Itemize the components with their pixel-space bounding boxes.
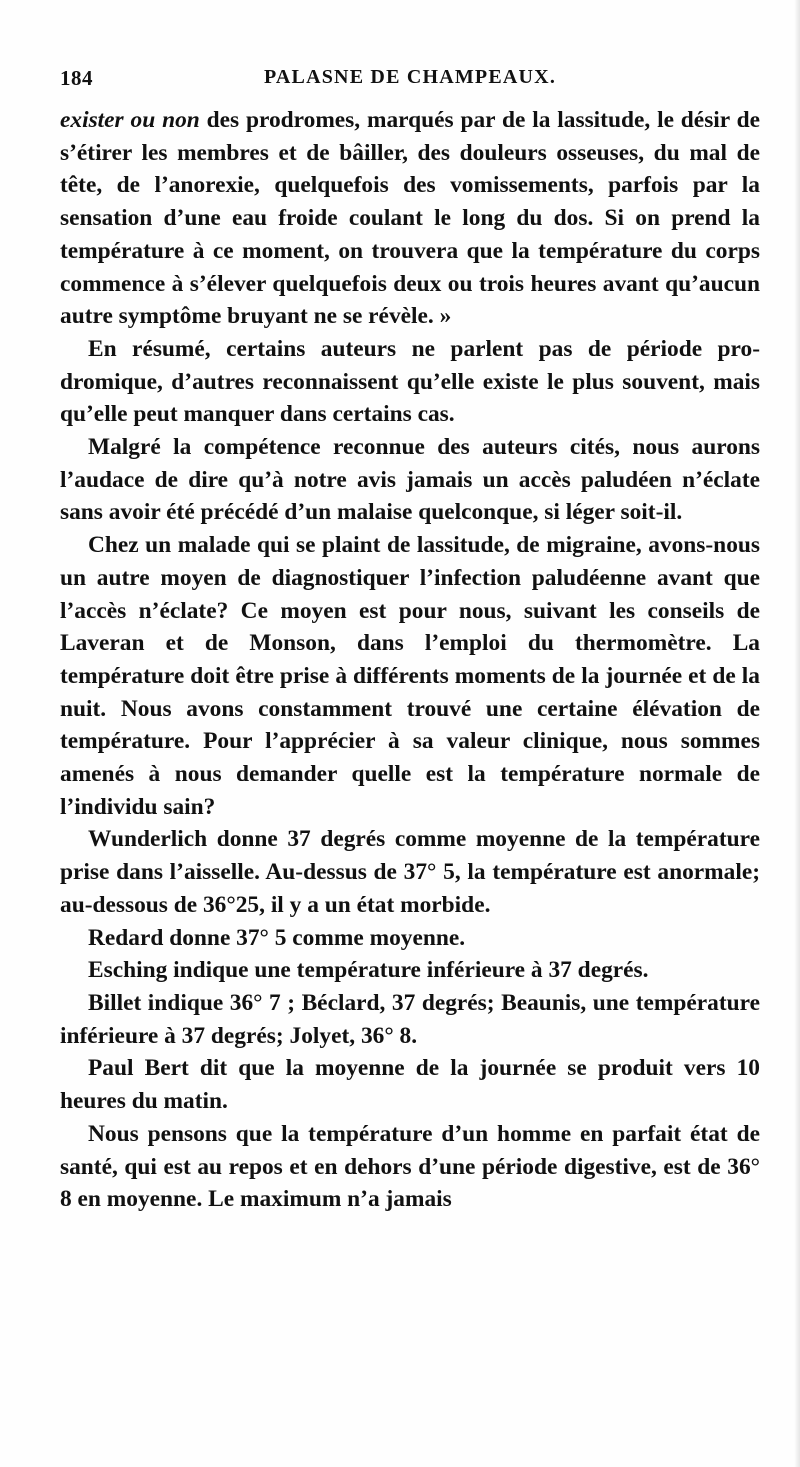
- page-number: 184: [60, 66, 93, 90]
- paragraph-text: des prodromes, marqués par de la lassitude, le désir de s’étirer les membres et de bâiller, des douleurs osseuses, du mal de tête, de l’anorexie, quelquefois des vomissements, parfois par la sensation d’une eau froide coulant le long du dos. Si on prend la température à ce moment, on trouvera que la température du corps commence à s’élever quelquefois deux ou trois heures avant qu’aucun autre symptôme bruyant ne se révèle. »: [60, 107, 760, 330]
- paragraph: Billet indique 36° 7 ; Béclard, 37 degrés; Beaunis, une température inférieure à 37 degrés; Jolyet, 36° 8.: [60, 989, 760, 1049]
- paragraph: Wunderlich donne 37 degrés comme moyenne de la température prise dans l’aisselle. Au-dessus de 37° 5, la température est anormale; au-dessous de 36°25, il y a un état morbide.: [60, 826, 760, 918]
- paragraph: En résumé, certains auteurs ne parlent pas de période prodromique, d’autres reconnaissent qu’elle existe le plus souvent, mais qu’elle peut manquer dans certains cas.: [60, 335, 760, 428]
- body-text: [60, 104, 760, 1216]
- paragraph: Chez un malade qui se plaint de lassitude, de migraine, avons-nous un autre moyen de diagnostiquer l’infection paludéenne avant que l’accès n’éclate? Ce moyen est pour nous, suivant les conseils de Laveran et de Monson, dans l’emploi du thermomètre. La température doit être prise à différents moments de la journée et de la nuit. Nous avons constamment trouvé une certaine élévation de température. Pour l’apprécier à sa valeur clinique, nous sommes amenés à nous demander quelle est la température normale de l’individu sain?: [60, 532, 760, 820]
- paragraph-continuation: [60, 104, 760, 333]
- paragraph: Nous pensons que la température d’un homme en parfait état de santé, qui est au repos et en dehors d’une période digestive, est de 36° 8 en moyenne. Le maximum n’a jamais: [60, 1120, 760, 1213]
- running-title: PALASNE DE CHAMPEAUX.: [263, 66, 557, 88]
- running-head: [60, 66, 760, 94]
- paragraph: Redard donne 37° 5 comme moyenne.: [88, 924, 466, 951]
- paragraph: Esching indique une température inférieure à 37 degrés.: [88, 957, 649, 984]
- paragraph: Paul Bert dit que la moyenne de la journée se produit vers 10 heures du matin.: [60, 1055, 760, 1115]
- italic-lead-text: exister ou non: [60, 107, 200, 133]
- page-edge-shadow: [794, 0, 800, 1467]
- paragraph: Malgré la compétence reconnue des auteurs cités, nous aurons l’audace de dire qu’à notre avis jamais un accès paludéen n’éclate sans avoir été précédé d’un malaise quelconque, si léger soit-il.: [60, 434, 760, 526]
